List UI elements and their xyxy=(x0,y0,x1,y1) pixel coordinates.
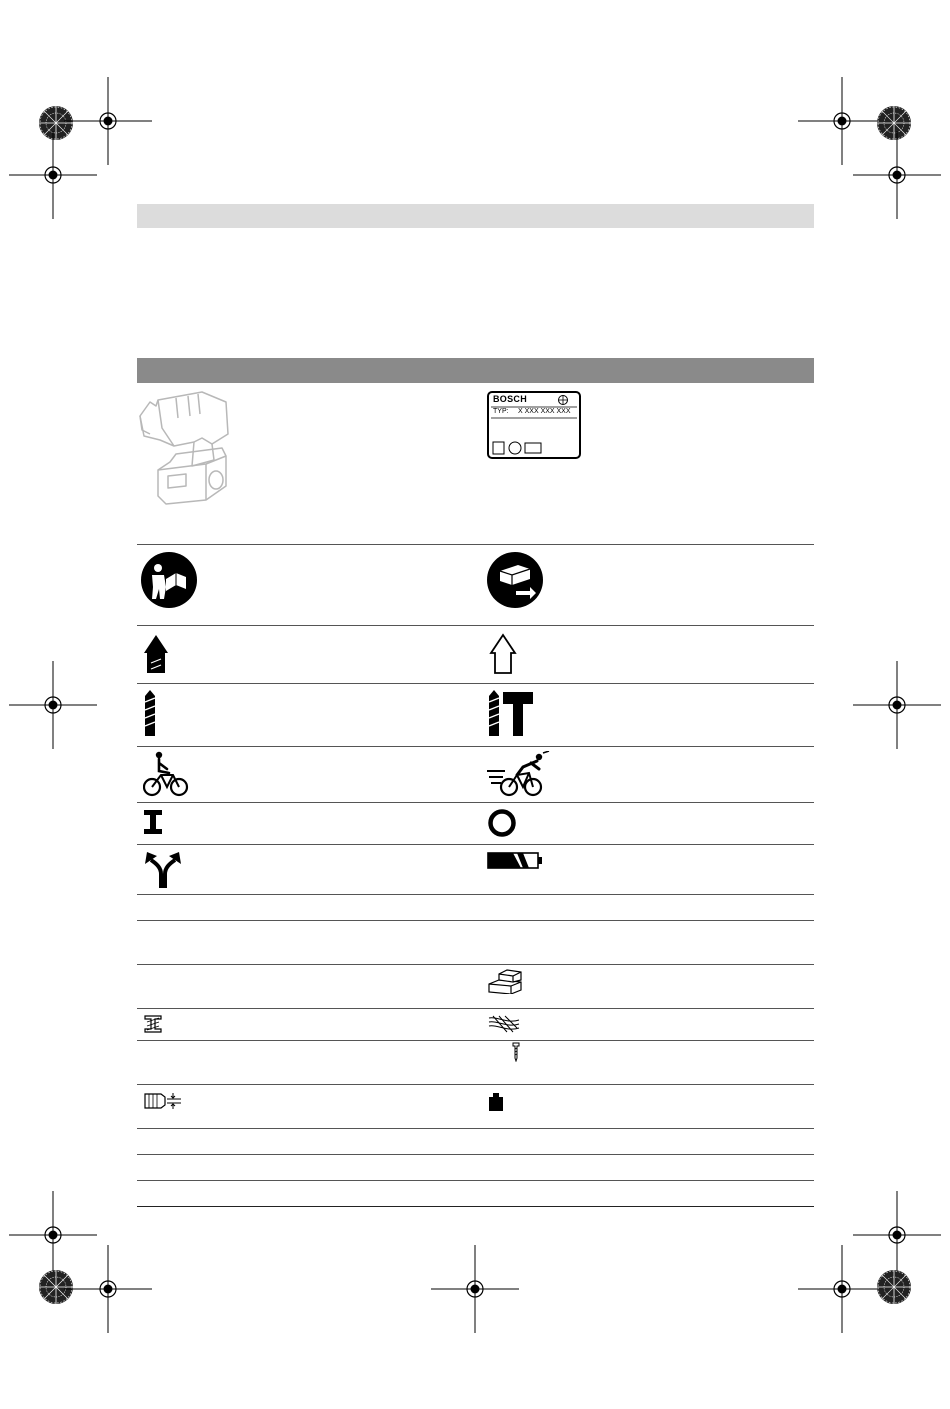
chuck-range-icon xyxy=(143,1091,183,1111)
registration-mark-icon xyxy=(9,131,97,219)
drill-bit-icon xyxy=(143,690,157,738)
registration-mark-icon xyxy=(9,661,97,749)
table-rule xyxy=(137,544,814,545)
table-rule xyxy=(137,964,814,965)
registration-mark-icon xyxy=(853,661,941,749)
rotation-arrow-outline-icon xyxy=(489,633,525,675)
nameplate-type-value: X XXX XXX XXX xyxy=(518,408,571,415)
steel-beam-icon xyxy=(143,1014,163,1034)
registration-mark-icon xyxy=(431,1245,519,1333)
table-rule xyxy=(137,1084,814,1085)
section-bar xyxy=(137,358,814,383)
registration-mark-icon xyxy=(877,106,911,140)
registration-mark-icon xyxy=(64,77,152,165)
torque-high-circle-icon xyxy=(487,808,517,838)
registration-mark-icon xyxy=(39,106,73,140)
registration-mark-icon xyxy=(798,77,886,165)
drill-hammer-icon xyxy=(487,690,535,738)
table-rule xyxy=(137,683,814,684)
registration-mark-icon xyxy=(853,1191,941,1279)
cyclist-slow-icon xyxy=(143,751,189,797)
registration-mark-icon xyxy=(877,1270,911,1304)
table-rule xyxy=(137,844,814,845)
nameplate-icon xyxy=(487,391,581,459)
table-rule xyxy=(137,746,814,747)
table-rule xyxy=(137,1128,814,1129)
wood-blocks-icon xyxy=(487,968,523,994)
battery-charge-icon xyxy=(487,852,547,870)
wood-grain-icon xyxy=(487,1014,521,1034)
registration-mark-icon xyxy=(39,1270,73,1304)
table-rule xyxy=(137,1206,814,1207)
table-rule xyxy=(137,1180,814,1181)
registration-mark-icon xyxy=(9,1191,97,1279)
header-bar xyxy=(137,204,814,228)
rotation-arrow-solid-icon xyxy=(143,633,179,675)
direction-fork-icon xyxy=(143,850,183,890)
nameplate-type-label: TYP: xyxy=(493,408,509,415)
drill-product-image xyxy=(136,388,232,510)
table-rule xyxy=(137,1040,814,1041)
torque-low-icon xyxy=(143,809,163,835)
cyclist-fast-icon xyxy=(487,751,551,797)
table-rule xyxy=(137,920,814,921)
nameplate-brand: BOSCH xyxy=(493,394,528,404)
registration-mark-icon xyxy=(64,1245,152,1333)
table-rule xyxy=(137,625,814,626)
registration-mark-icon xyxy=(853,131,941,219)
read-manual-icon xyxy=(140,551,198,609)
weight-icon xyxy=(487,1092,505,1112)
table-rule xyxy=(137,1154,814,1155)
screw-icon xyxy=(511,1042,521,1062)
registration-mark-icon xyxy=(798,1245,886,1333)
table-rule xyxy=(137,1008,814,1009)
battery-removal-icon xyxy=(486,551,544,609)
table-rule xyxy=(137,894,814,895)
table-rule xyxy=(137,802,814,803)
